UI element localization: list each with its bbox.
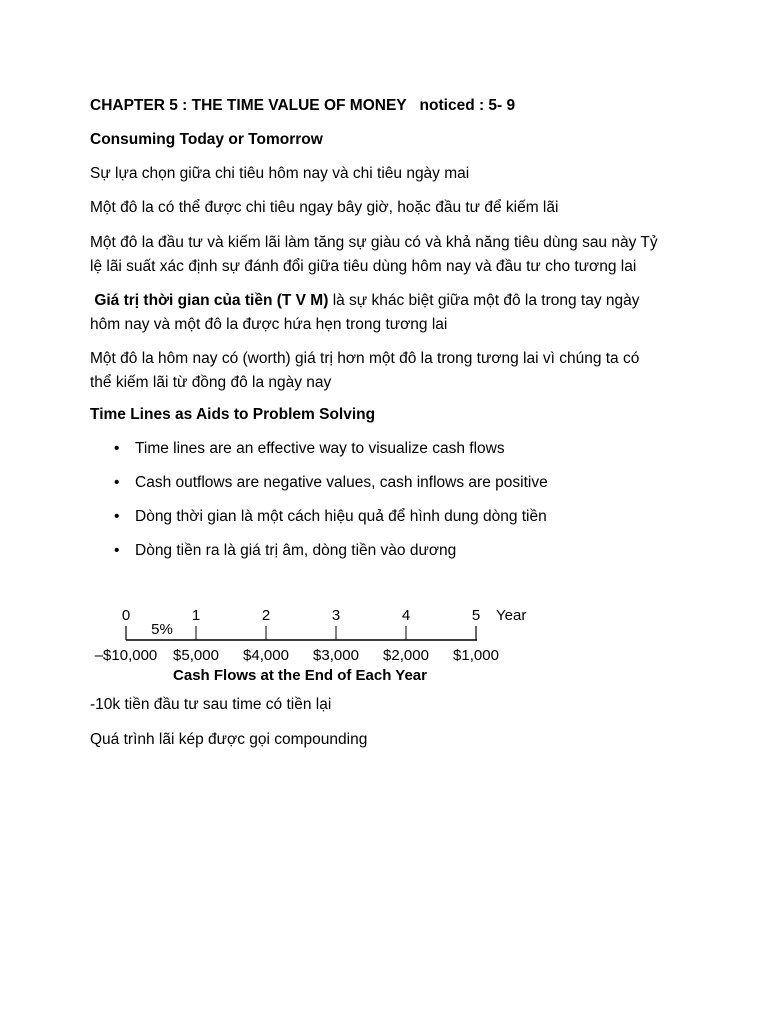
note-compounding: Quá trình lãi kép được gọi compounding [90,731,368,748]
tvm-definition: là sự khác biệt giữa một đô la trong tay ngày [332,292,640,309]
paragraph-choice: Sự lựa chọn giữa chi tiêu hôm nay và chi tiêu ngày mai [90,165,470,182]
bullet-icon: • [114,440,120,457]
paragraph-worth-line2: thể kiếm lãi từ đồng đô la ngày nay [90,374,332,391]
chapter-note: noticed : 5- 9 [419,97,516,114]
bullet-icon: • [114,542,120,559]
interest-rate-label: 5% [151,621,173,638]
cash-flow-value: $1,000 [453,647,499,664]
paragraph-worth-line1: Một đô la hôm nay có (worth) giá trị hơn một đô la trong tương lai vì chúng ta có [90,350,640,367]
list-item [90,471,690,505]
list-item [90,505,690,539]
note-investment: -10k tiền đầu tư sau time có tiền lại [90,696,332,713]
cash-flow-timeline [88,600,548,690]
cash-flow-value: $2,000 [383,647,429,664]
bullet-icon: • [114,508,120,525]
list-item [90,437,690,471]
paragraph-interest-line2: lệ lãi suất xác định sự đánh đổi giữa tiêu dùng hôm nay và đầu tư cho tương lai [90,258,637,275]
year-label: 2 [261,607,271,624]
year-label: 4 [401,607,411,624]
tvm-term: Giá trị thời gian của tiền (T V M) [94,292,329,309]
cash-flow-value: $4,000 [243,647,289,664]
list-item-text: Dòng thời gian là một cách hiệu quả để hình dung dòng tiền [135,508,547,525]
section-title-consuming: Consuming Today or Tomorrow [90,131,323,148]
paragraph-interest-line1: Một đô la đầu tư và kiếm lãi làm tăng sự giàu có và khả năng tiêu dùng sau này Tỷ [90,234,658,251]
chapter-title: CHAPTER 5 : THE TIME VALUE OF MONEY [90,97,407,114]
paragraph-interest-rate [90,231,690,279]
year-label: 5 [471,607,481,624]
cash-flow-value: $3,000 [313,647,359,664]
list-item-text: Dòng tiền ra là giá trị âm, dòng tiền vào dương [135,542,457,559]
list-item-text: Time lines are an effective way to visualize cash flows [135,440,505,457]
year-label: 1 [191,607,201,624]
paragraph-worth [90,347,690,395]
list-item [90,539,690,573]
section-title-timelines: Time Lines as Aids to Problem Solving [90,406,376,423]
chapter-heading [90,94,690,118]
paragraph-tvm [90,289,690,337]
year-label: 0 [121,607,131,624]
bullet-icon: • [114,474,120,491]
cash-flow-value: $5,000 [173,647,219,664]
tvm-definition-line2: hôm nay và một đô la được hứa hẹn trong tương lai [90,316,448,333]
year-label: 3 [331,607,341,624]
year-axis-label: Year [496,607,527,624]
paragraph-dollar-spent: Một đô la có thể được chi tiêu ngay bây giờ, hoặc đầu tư để kiếm lãi [90,199,559,216]
bullet-list [90,437,690,573]
list-item-text: Cash outflows are negative values, cash inflows are positive [135,474,548,491]
cash-flow-value: –$10,000 [94,647,158,664]
timeline-caption: Cash Flows at the End of Each Year [173,667,427,684]
